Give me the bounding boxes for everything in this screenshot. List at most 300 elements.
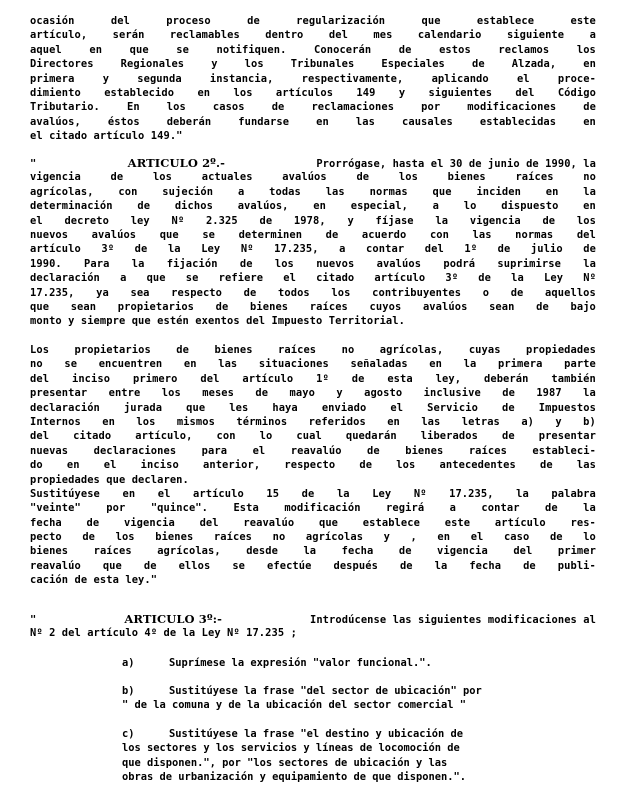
word: meses	[202, 387, 235, 400]
text-line: cación de esta ley."	[30, 574, 158, 587]
word: respectivamente,	[301, 72, 404, 85]
text-line	[30, 170, 596, 184]
word: lo	[463, 200, 477, 213]
word: contar	[366, 243, 405, 256]
word: en	[183, 358, 197, 371]
word: sean	[489, 300, 515, 313]
list-item-text: Suprímese la expresión "valor funcional.".	[169, 657, 432, 669]
word: el	[157, 487, 171, 500]
word: bienes	[30, 545, 69, 558]
list-item-text: Sustitúyese la frase "el destino y ubicación de	[169, 728, 464, 740]
word: del	[30, 372, 50, 385]
word: los	[152, 171, 173, 184]
word: los	[274, 257, 294, 270]
word: que	[30, 300, 50, 313]
word: avalúos	[91, 228, 137, 241]
word: la	[516, 487, 529, 500]
word: nuevos	[316, 257, 355, 270]
word: caso	[503, 531, 530, 544]
word: a	[449, 502, 456, 515]
word: con	[118, 185, 138, 198]
word: fecha	[30, 516, 62, 529]
word: no	[272, 531, 286, 544]
word: citado	[73, 430, 112, 443]
word: el	[470, 531, 484, 544]
word: Código	[557, 86, 596, 99]
article-3-heading: ARTICULO 3º:-	[124, 612, 222, 626]
word: Nº	[413, 487, 427, 500]
list-item-text: los sectores y los servicios y líneas de locomoción de	[122, 742, 460, 755]
word: la	[434, 559, 448, 572]
word: inciden	[476, 185, 521, 198]
text-line	[30, 487, 596, 501]
word: vigencia	[30, 171, 81, 184]
word: del	[110, 15, 130, 27]
word: en	[583, 200, 596, 213]
word: sean	[70, 300, 97, 313]
word: ellos	[178, 559, 211, 572]
word: artículos	[275, 86, 334, 99]
word: especial,	[350, 200, 408, 213]
word: después	[333, 559, 378, 572]
word: de	[502, 387, 515, 400]
word: establecido	[104, 86, 175, 99]
word: propiedades	[526, 344, 596, 356]
word: de	[510, 286, 524, 299]
word: éstos	[107, 115, 140, 128]
word: dimiento	[30, 86, 81, 99]
text-line	[30, 300, 596, 314]
word: agosto	[364, 387, 403, 400]
word: respecto	[171, 286, 223, 299]
word: de	[215, 300, 229, 313]
word: vigencia	[123, 516, 175, 529]
word: vigencia	[437, 545, 488, 558]
word: cual	[296, 430, 322, 443]
text-line	[30, 401, 596, 415]
word: Alzada,	[511, 58, 557, 71]
text-line	[30, 72, 596, 86]
word: en	[122, 487, 136, 500]
word: ya	[96, 286, 109, 299]
word: Especiales	[381, 58, 445, 71]
word: artículo	[494, 516, 546, 529]
article-2-body	[30, 170, 596, 328]
word: fijación	[166, 257, 218, 270]
word: raíces	[515, 171, 554, 184]
word: que	[102, 559, 122, 572]
text-line	[30, 559, 596, 573]
word: el	[30, 214, 43, 227]
word: regularización	[296, 15, 386, 27]
word: avalúos,	[30, 115, 81, 128]
word: en	[313, 200, 326, 213]
text-line	[30, 214, 596, 228]
word: Internos	[30, 415, 81, 428]
word: de	[539, 459, 553, 472]
word: se	[202, 228, 216, 241]
word: establecidas	[479, 115, 557, 128]
word: avalúos,	[237, 200, 289, 213]
word: vigencia	[469, 214, 521, 227]
word: 1987	[536, 387, 562, 400]
word: publi-	[557, 559, 596, 572]
paragraph-1	[30, 14, 596, 144]
text-line	[30, 228, 596, 242]
word: modificaciones	[467, 101, 557, 114]
text-line: el citado artículo 149."	[30, 130, 183, 143]
word: el	[516, 72, 530, 85]
word: a)	[521, 415, 535, 428]
text-line	[30, 544, 596, 558]
article-2-heading: ARTICULO 2º.-	[127, 156, 226, 170]
text-line	[30, 115, 596, 129]
word: raíces	[309, 300, 348, 313]
word: de	[545, 502, 558, 515]
word: este	[570, 15, 596, 27]
word: establece	[362, 516, 420, 529]
word: contribuyentes	[372, 286, 462, 299]
word: deberán	[483, 372, 529, 385]
word: de	[247, 15, 260, 27]
word: determinen	[238, 228, 303, 241]
word: artículo	[193, 487, 244, 500]
word: estos	[439, 43, 471, 56]
word: el	[390, 401, 404, 414]
word: 17.235,	[30, 286, 75, 299]
word: las	[421, 415, 441, 428]
word: la	[167, 243, 181, 256]
word: reavalúo	[290, 444, 342, 457]
word: Esta	[233, 502, 259, 515]
word: raíces	[213, 531, 253, 544]
word: fecha	[469, 559, 502, 572]
word: de	[501, 430, 515, 443]
word: y	[336, 387, 343, 400]
word: Conocerán	[314, 43, 372, 56]
word: 15	[266, 487, 280, 500]
article-2-first-line-text: Prorrógase, hasta el 30 de junio de 1990, la	[316, 158, 596, 170]
word: propietarios	[74, 344, 151, 356]
word: primer	[557, 545, 596, 558]
word: sujeción	[162, 185, 214, 198]
word: las	[218, 358, 238, 371]
word: "quince".	[150, 502, 209, 515]
word: en	[316, 115, 329, 128]
text-line	[30, 14, 596, 28]
word: no	[30, 358, 43, 371]
word: proceso	[166, 15, 211, 27]
list-item-a	[122, 656, 598, 670]
word: refiere	[218, 272, 264, 285]
word: ,	[410, 531, 417, 544]
text-line	[30, 386, 596, 400]
word: instancia,	[209, 72, 274, 85]
word: propietarios	[117, 300, 195, 313]
word: de	[359, 459, 373, 472]
word: raíces	[468, 444, 507, 457]
word: decreto	[64, 214, 109, 227]
text-line	[30, 458, 596, 472]
word: con	[216, 430, 236, 443]
word: referidos	[308, 415, 366, 428]
word: se	[64, 358, 78, 371]
word: la	[583, 185, 596, 198]
word: modificación	[284, 502, 361, 515]
word: aquellos	[545, 286, 596, 299]
word: Ley	[201, 243, 221, 256]
word: aplicando	[431, 72, 489, 85]
word: en	[429, 358, 443, 371]
list-item-b	[122, 684, 598, 713]
word: do	[30, 459, 43, 472]
word: los	[396, 459, 416, 472]
paragraph-3	[30, 343, 596, 588]
word: de	[143, 559, 157, 572]
word: les	[229, 401, 249, 414]
word: presentar	[538, 430, 596, 443]
word: ley	[130, 214, 150, 227]
text-line	[30, 28, 596, 42]
list-item-text: Sustitúyese la frase "del sector de ubicación" por	[169, 685, 482, 697]
word: por	[106, 502, 126, 515]
word: que	[129, 43, 149, 56]
list-item-text: que disponen.", por "los sectores de ubicación y las	[122, 756, 448, 769]
word: artículo	[30, 243, 81, 256]
word: la	[511, 272, 524, 285]
list-item-c	[122, 727, 598, 785]
word: Nº	[583, 272, 596, 285]
word: Tribunales	[290, 58, 355, 71]
word: raíces	[93, 545, 132, 558]
word: citado	[316, 272, 355, 285]
word: de	[271, 101, 285, 114]
word: sea	[130, 286, 150, 299]
word: del	[328, 29, 348, 42]
word: serán	[112, 29, 145, 42]
word: la	[131, 257, 145, 270]
word: los	[331, 286, 351, 299]
word: fundarse	[238, 115, 290, 128]
word: 149	[356, 86, 376, 99]
word: en	[89, 43, 103, 56]
word: que	[159, 228, 179, 241]
word: En	[126, 101, 140, 114]
word: acuerdo	[361, 228, 407, 241]
word: de	[399, 559, 413, 572]
word: de	[398, 545, 412, 558]
word: los	[136, 415, 156, 428]
word: 17.235,	[449, 487, 494, 500]
word: los	[166, 101, 186, 114]
word: aquel	[30, 43, 62, 56]
word: avalúos	[422, 300, 468, 313]
word: y	[102, 72, 110, 85]
word: declaración	[30, 401, 100, 414]
word: dispuesto	[501, 200, 559, 213]
word: de	[243, 286, 257, 299]
paragraph-article-2	[30, 156, 596, 329]
word: declaraciones	[93, 444, 177, 457]
text-line	[30, 343, 596, 357]
word: con	[429, 228, 450, 241]
word: julio	[530, 243, 563, 256]
word: en	[102, 415, 115, 428]
word: letras	[461, 415, 500, 428]
word: agrícolas	[305, 531, 364, 544]
word: Servicio	[427, 401, 478, 414]
word: 3º	[445, 272, 459, 285]
word: avalúos	[376, 257, 422, 270]
word: artículo,	[135, 430, 193, 443]
article-2-first-line	[30, 156, 596, 170]
word: normas	[369, 185, 408, 198]
text-line	[30, 242, 596, 256]
word: calendario	[417, 29, 482, 42]
word: estableci-	[532, 444, 596, 457]
word: bienes	[250, 300, 289, 313]
word: de	[176, 344, 189, 356]
word: en	[387, 415, 400, 428]
word: podrá	[443, 257, 476, 270]
word: reclamaciones	[311, 101, 395, 114]
word: 1º	[464, 243, 478, 256]
word: la	[435, 214, 449, 227]
word: las	[325, 185, 345, 198]
word: determinación	[30, 200, 113, 213]
text-line	[30, 530, 596, 544]
word: la	[303, 545, 317, 558]
word: de	[82, 531, 96, 544]
word: no	[341, 344, 355, 356]
word: quedarán	[345, 430, 397, 443]
word: Regionales	[120, 58, 185, 71]
word: bienes	[155, 531, 194, 544]
word: siguientes	[428, 86, 493, 99]
word: de	[583, 243, 596, 256]
word: también	[551, 372, 596, 385]
word: Nº	[240, 243, 254, 256]
word: normas	[515, 228, 554, 241]
word: inclusive	[423, 387, 481, 400]
text-line	[30, 185, 596, 199]
word: y	[555, 415, 562, 428]
word: de	[110, 171, 124, 184]
word: bienes	[214, 344, 253, 356]
word: suprimirse	[497, 257, 561, 270]
word: dentro	[265, 29, 304, 42]
word: declaración	[30, 272, 100, 285]
word: agrícolas,	[30, 185, 94, 198]
text-line	[30, 501, 596, 515]
word: de	[259, 214, 273, 227]
word: antecedentes	[439, 459, 516, 472]
word: cuyas	[468, 344, 501, 356]
word: Directores	[30, 58, 94, 71]
word: pecto	[30, 531, 62, 544]
word: artículo	[242, 372, 294, 385]
word: los	[115, 531, 135, 544]
word: o	[482, 286, 490, 299]
article-3-first-line	[30, 612, 596, 626]
list-item-label: a)	[122, 657, 135, 669]
word: las	[472, 228, 492, 241]
word: este	[444, 516, 471, 529]
word: de	[255, 387, 269, 400]
word: Sustitúyese	[30, 487, 100, 500]
word: Ley	[372, 487, 392, 500]
text-line	[30, 415, 596, 429]
word: a	[432, 200, 440, 213]
text-line	[30, 100, 596, 114]
word: en	[583, 58, 596, 71]
word: que	[421, 15, 441, 27]
word: en	[66, 459, 80, 472]
word: proce-	[557, 72, 596, 85]
word: segunda	[137, 72, 182, 85]
text-line	[30, 357, 596, 371]
word: para	[201, 444, 228, 457]
word: notifiquen.	[216, 43, 287, 56]
word: y	[398, 86, 406, 99]
word: lo	[259, 430, 273, 443]
word: de	[536, 300, 549, 313]
word: que	[186, 401, 206, 414]
text-line	[30, 271, 596, 285]
word: encuentren	[98, 358, 163, 371]
word: reavalúo	[243, 516, 295, 529]
word: los	[233, 86, 253, 99]
word: efectúe	[267, 559, 312, 572]
word: del	[199, 516, 219, 529]
word: Tributario.	[30, 101, 100, 114]
text-line	[30, 43, 596, 57]
word: términos	[236, 415, 288, 428]
word: actuales	[201, 171, 253, 184]
word: ley,	[435, 372, 462, 385]
text-line	[30, 257, 596, 271]
word: agrícolas,	[157, 545, 221, 558]
word: de	[471, 58, 485, 71]
word: en	[197, 86, 211, 99]
word: cuyos	[369, 300, 402, 313]
word: liberados	[420, 430, 478, 443]
text-line	[30, 286, 596, 300]
word: 1978,	[293, 214, 326, 227]
word: la	[583, 502, 596, 515]
word: 1º	[316, 372, 329, 385]
word: los	[576, 43, 596, 56]
word: la	[583, 257, 596, 270]
word: ocasión	[30, 15, 75, 27]
word: la	[583, 387, 596, 400]
text-line	[30, 444, 596, 458]
article-3-first-line-text: Introdúcense las siguientes modificaciones al	[309, 614, 596, 626]
word: de	[398, 43, 412, 56]
word: se	[185, 272, 199, 285]
word: de	[356, 171, 370, 184]
word: bienes	[447, 171, 486, 184]
word: inciso	[71, 372, 111, 385]
word: reavalúo	[30, 559, 81, 572]
word: desde	[246, 545, 278, 558]
word: del	[513, 545, 533, 558]
word: nuevas	[30, 444, 69, 457]
word: se	[232, 559, 246, 572]
word: en	[545, 185, 559, 198]
word: bienes	[405, 444, 444, 457]
word: de	[523, 559, 536, 572]
